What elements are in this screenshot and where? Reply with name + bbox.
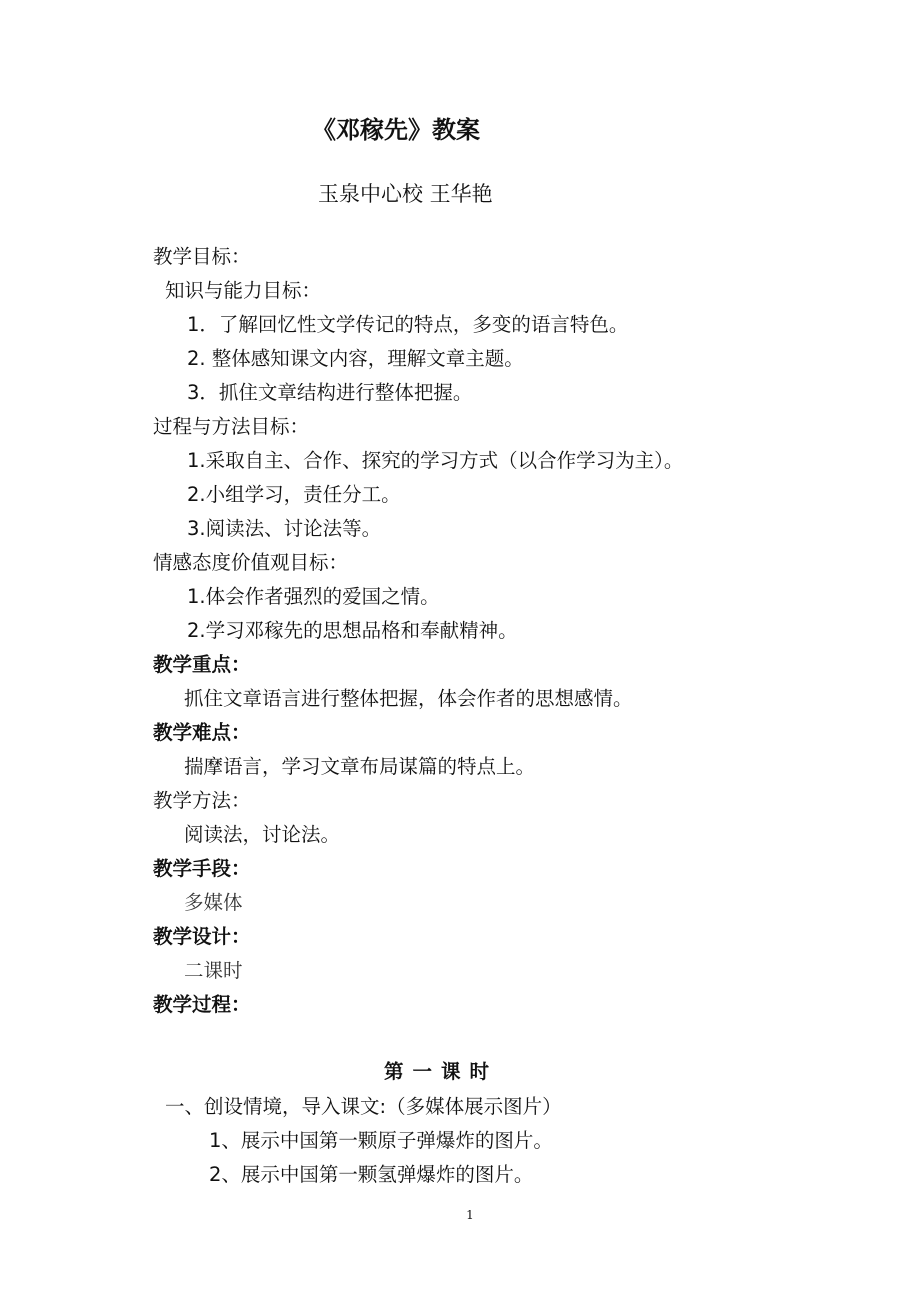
- knowledge-item: 2. 整体感知课文内容，理解文章主题。: [187, 347, 524, 370]
- difficulties-text: 揣摩语言，学习文章布局谋篇的特点上。: [184, 755, 536, 778]
- section-item: 2、展示中国第一颗氢弹爆炸的图片。: [209, 1163, 534, 1186]
- means-text: 多媒体: [184, 891, 243, 914]
- emotion-item: 1.体会作者强烈的爱国之情。: [187, 585, 440, 608]
- methods-text: 阅读法，讨论法。: [184, 823, 341, 846]
- knowledge-item: 1．了解回忆性文学传记的特点，多变的语言特色。: [187, 313, 629, 336]
- knowledge-item: 3．抓住文章结构进行整体把握。: [187, 381, 473, 404]
- section-item: 1、展示中国第一颗原子弹爆炸的图片。: [209, 1129, 553, 1152]
- process-heading: 过程与方法目标：: [153, 415, 310, 438]
- design-text: 二课时: [184, 959, 243, 982]
- process-item: 2.小组学习，责任分工。: [187, 483, 401, 506]
- section-heading: 一、创设情境，导入课文:（多媒体展示图片）: [165, 1095, 562, 1118]
- key-points-text: 抓住文章语言进行整体把握，体会作者的思想感情。: [184, 687, 633, 710]
- doc-title: 《邓稼先》教案: [312, 116, 480, 144]
- emotion-heading: 情感态度价值观目标：: [153, 551, 349, 574]
- page-number: 1: [466, 1208, 474, 1222]
- design-heading: 教学设计：: [153, 925, 251, 948]
- knowledge-heading: 知识与能力目标：: [165, 279, 322, 302]
- key-points-heading: 教学重点：: [153, 653, 251, 676]
- doc-author: 玉泉中心校 王华艳: [318, 182, 493, 206]
- process-overview-heading: 教学过程：: [153, 993, 251, 1016]
- difficulties-heading: 教学难点：: [153, 721, 251, 744]
- methods-heading: 教学方法：: [153, 789, 251, 812]
- lesson-heading: 第一课时: [384, 1060, 499, 1083]
- objectives-heading: 教学目标：: [153, 245, 251, 268]
- means-heading: 教学手段：: [153, 857, 251, 880]
- process-item: 1.采取自主、合作、探究的学习方式（以合作学习为主）。: [187, 449, 684, 472]
- process-item: 3.阅读法、讨论法等。: [187, 517, 382, 540]
- emotion-item: 2.学习邓稼先的思想品格和奉献精神。: [187, 619, 518, 642]
